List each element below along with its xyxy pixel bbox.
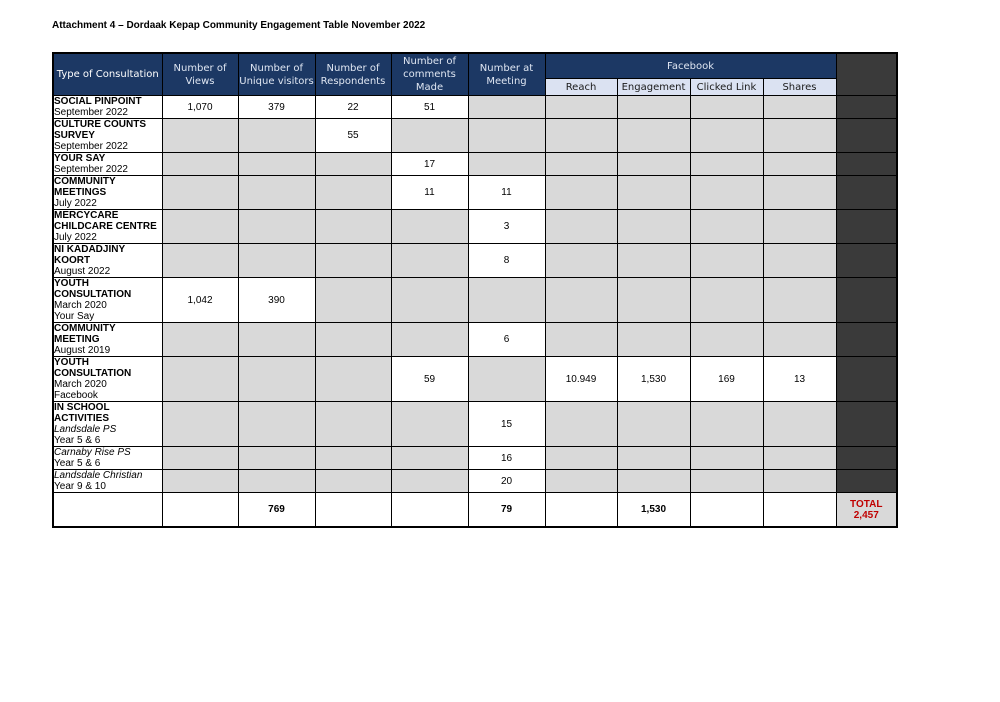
consultation-type-cell (53, 278, 162, 323)
shares-cell (763, 96, 836, 119)
consultation-detail: September 2022 (54, 164, 128, 175)
consultation-name: YOUR SAY (54, 153, 106, 164)
reach-cell (545, 447, 617, 470)
consultation-type-cell (53, 210, 162, 244)
reach-cell (545, 278, 617, 323)
comments-cell (391, 470, 468, 493)
consultation-detail: March 2020 (54, 300, 107, 311)
header-facebook: Facebook (545, 53, 836, 79)
total-reach (545, 493, 617, 528)
consultation-type-cell (53, 119, 162, 153)
engagement-cell: 1,530 (617, 357, 690, 402)
consultation-name: YOUTH CONSULTATION (54, 357, 132, 379)
at-meeting-cell: 6 (468, 323, 545, 357)
respondents-cell (315, 176, 391, 210)
reach-cell (545, 96, 617, 119)
consultation-name: SOCIAL PINPOINT (54, 96, 142, 107)
clicked-link-cell (690, 278, 763, 323)
table-row (53, 447, 897, 470)
consultation-type-cell (53, 447, 162, 470)
totals-row (53, 493, 897, 528)
clicked-link-cell (690, 176, 763, 210)
consultation-detail: August 2022 (54, 266, 111, 277)
engagement-cell (617, 210, 690, 244)
at-meeting-cell: 20 (468, 470, 545, 493)
respondents-cell (315, 244, 391, 278)
views-cell (162, 402, 238, 447)
table-row (53, 470, 897, 493)
engagement-table (52, 52, 898, 528)
grand-total-label: TOTAL (850, 498, 883, 510)
consultation-type-cell (53, 153, 162, 176)
respondents-cell (315, 357, 391, 402)
total-column-cell (836, 447, 897, 470)
comments-cell (391, 244, 468, 278)
total-column-cell (836, 402, 897, 447)
views-cell (162, 210, 238, 244)
total-views (162, 493, 238, 528)
unique-visitors-cell (238, 447, 315, 470)
table-body (53, 96, 897, 528)
views-cell (162, 119, 238, 153)
consultation-detail: March 2020 (54, 379, 107, 390)
total-column-cell (836, 244, 897, 278)
engagement-cell (617, 96, 690, 119)
total-respondents (315, 493, 391, 528)
respondents-cell (315, 470, 391, 493)
table-row (53, 244, 897, 278)
consultation-name: MERCYCARE CHILDCARE CENTRE (54, 210, 157, 232)
unique-visitors-cell (238, 470, 315, 493)
unique-visitors-cell (238, 210, 315, 244)
respondents-cell (315, 323, 391, 357)
reach-cell (545, 323, 617, 357)
consultation-type-cell (53, 402, 162, 447)
table-row (53, 210, 897, 244)
respondents-cell (315, 153, 391, 176)
consultation-detail: Landsdale PS (54, 424, 117, 435)
shares-cell (763, 470, 836, 493)
views-cell: 1,070 (162, 96, 238, 119)
unique-visitors-cell: 379 (238, 96, 315, 119)
engagement-cell (617, 402, 690, 447)
at-meeting-cell (468, 153, 545, 176)
table-row (53, 357, 897, 402)
header-engagement: Engagement (617, 79, 690, 96)
at-meeting-cell: 3 (468, 210, 545, 244)
reach-cell: 10.949 (545, 357, 617, 402)
consultation-type-cell (53, 176, 162, 210)
shares-cell (763, 153, 836, 176)
engagement-cell (617, 470, 690, 493)
at-meeting-cell (468, 357, 545, 402)
header-comments-made: Number of comments Made (391, 53, 468, 96)
grand-total-value: 2,457 (853, 509, 879, 521)
shares-cell (763, 176, 836, 210)
shares-cell (763, 210, 836, 244)
consultation-type-cell (53, 357, 162, 402)
table-row (53, 119, 897, 153)
grand-total-cell (836, 493, 897, 528)
respondents-cell (315, 402, 391, 447)
reach-cell (545, 244, 617, 278)
total-column-cell (836, 176, 897, 210)
comments-cell (391, 323, 468, 357)
engagement-cell (617, 176, 690, 210)
shares-cell (763, 402, 836, 447)
table-row (53, 402, 897, 447)
consultation-detail: Carnaby Rise PS (54, 447, 131, 458)
total-clicked-link (690, 493, 763, 528)
header-number-of-views: Number of Views (162, 53, 238, 96)
engagement-cell (617, 447, 690, 470)
at-meeting-cell (468, 96, 545, 119)
shares-cell (763, 278, 836, 323)
unique-visitors-cell (238, 323, 315, 357)
comments-cell: 11 (391, 176, 468, 210)
consultation-name: IN SCHOOL ACTIVITIES (54, 402, 110, 424)
consultation-detail: Your Say (54, 311, 95, 322)
reach-cell (545, 402, 617, 447)
total-column-cell (836, 470, 897, 493)
clicked-link-cell: 169 (690, 357, 763, 402)
unique-visitors-cell (238, 244, 315, 278)
clicked-link-cell (690, 96, 763, 119)
clicked-link-cell (690, 323, 763, 357)
respondents-cell (315, 447, 391, 470)
table-row (53, 278, 897, 323)
comments-cell (391, 119, 468, 153)
header-reach: Reach (545, 79, 617, 96)
shares-cell: 13 (763, 357, 836, 402)
consultation-type-cell (53, 323, 162, 357)
consultation-name: CULTURE COUNTS SURVEY (54, 119, 147, 141)
unique-visitors-cell (238, 153, 315, 176)
respondents-cell: 55 (315, 119, 391, 153)
total-column-cell (836, 323, 897, 357)
comments-cell (391, 210, 468, 244)
reach-cell (545, 470, 617, 493)
respondents-cell (315, 278, 391, 323)
views-cell (162, 244, 238, 278)
at-meeting-cell (468, 278, 545, 323)
views-cell (162, 447, 238, 470)
clicked-link-cell (690, 119, 763, 153)
total-column-cell (836, 119, 897, 153)
document-title: Attachment 4 – Dordaak Kepap Community Engagement Table November 2022 (52, 20, 426, 31)
consultation-name: COMMUNITY MEETINGS (54, 176, 116, 198)
engagement-cell (617, 278, 690, 323)
header-unique-visitors: Number of Unique visitors (238, 53, 315, 96)
views-cell: 1,042 (162, 278, 238, 323)
at-meeting-cell: 15 (468, 402, 545, 447)
at-meeting-cell (468, 119, 545, 153)
unique-visitors-cell (238, 402, 315, 447)
clicked-link-cell (690, 153, 763, 176)
consultation-detail: August 2019 (54, 345, 111, 356)
unique-visitors-cell (238, 119, 315, 153)
clicked-link-cell (690, 402, 763, 447)
shares-cell (763, 323, 836, 357)
respondents-cell: 22 (315, 96, 391, 119)
comments-cell (391, 447, 468, 470)
shares-cell (763, 244, 836, 278)
unique-visitors-cell: 390 (238, 278, 315, 323)
consultation-name: COMMUNITY MEETING (54, 323, 116, 345)
consultation-detail: July 2022 (54, 198, 97, 209)
comments-cell (391, 402, 468, 447)
total-unique-visitors: 769 (238, 493, 315, 528)
views-cell (162, 357, 238, 402)
reach-cell (545, 176, 617, 210)
consultation-type-cell (53, 244, 162, 278)
total-engagement: 1,530 (617, 493, 690, 528)
table-row (53, 153, 897, 176)
consultation-detail: Year 5 & 6 (54, 458, 101, 469)
consultation-detail: Year 9 & 10 (54, 481, 106, 492)
total-column-cell (836, 210, 897, 244)
clicked-link-cell (690, 210, 763, 244)
respondents-cell (315, 210, 391, 244)
clicked-link-cell (690, 244, 763, 278)
clicked-link-cell (690, 470, 763, 493)
total-comments (391, 493, 468, 528)
total-column-cell (836, 357, 897, 402)
engagement-cell (617, 153, 690, 176)
consultation-type-cell (53, 470, 162, 493)
header-number-at-meeting: Number at Meeting (468, 53, 545, 96)
comments-cell: 17 (391, 153, 468, 176)
views-cell (162, 176, 238, 210)
comments-cell (391, 278, 468, 323)
consultation-name: NI KADADJINY KOORT (54, 244, 125, 266)
header-shares: Shares (763, 79, 836, 96)
totals-label-cell (53, 493, 162, 528)
consultation-detail: Facebook (54, 390, 98, 401)
consultation-name: YOUTH CONSULTATION (54, 278, 132, 300)
unique-visitors-cell (238, 357, 315, 402)
shares-cell (763, 119, 836, 153)
header-type-of-consultation: Type of Consultation (53, 53, 162, 96)
total-column-header (836, 53, 897, 96)
total-column-cell (836, 96, 897, 119)
reach-cell (545, 210, 617, 244)
unique-visitors-cell (238, 176, 315, 210)
total-column-cell (836, 153, 897, 176)
table-row (53, 323, 897, 357)
engagement-cell (617, 119, 690, 153)
reach-cell (545, 119, 617, 153)
at-meeting-cell: 16 (468, 447, 545, 470)
table-row (53, 96, 897, 119)
consultation-type-cell (53, 96, 162, 119)
views-cell (162, 470, 238, 493)
total-shares (763, 493, 836, 528)
shares-cell (763, 447, 836, 470)
consultation-detail: September 2022 (54, 141, 128, 152)
at-meeting-cell: 11 (468, 176, 545, 210)
engagement-cell (617, 244, 690, 278)
reach-cell (545, 153, 617, 176)
at-meeting-cell: 8 (468, 244, 545, 278)
comments-cell: 51 (391, 96, 468, 119)
header-clicked-link: Clicked Link (690, 79, 763, 96)
consultation-detail: July 2022 (54, 232, 97, 243)
consultation-detail: Year 5 & 6 (54, 435, 101, 446)
engagement-cell (617, 323, 690, 357)
total-at-meeting: 79 (468, 493, 545, 528)
views-cell (162, 153, 238, 176)
views-cell (162, 323, 238, 357)
comments-cell: 59 (391, 357, 468, 402)
table-row (53, 176, 897, 210)
clicked-link-cell (690, 447, 763, 470)
consultation-detail: September 2022 (54, 107, 128, 118)
total-column-cell (836, 278, 897, 323)
consultation-detail: Landsdale Christian (54, 470, 143, 481)
header-respondents: Number of Respondents (315, 53, 391, 96)
